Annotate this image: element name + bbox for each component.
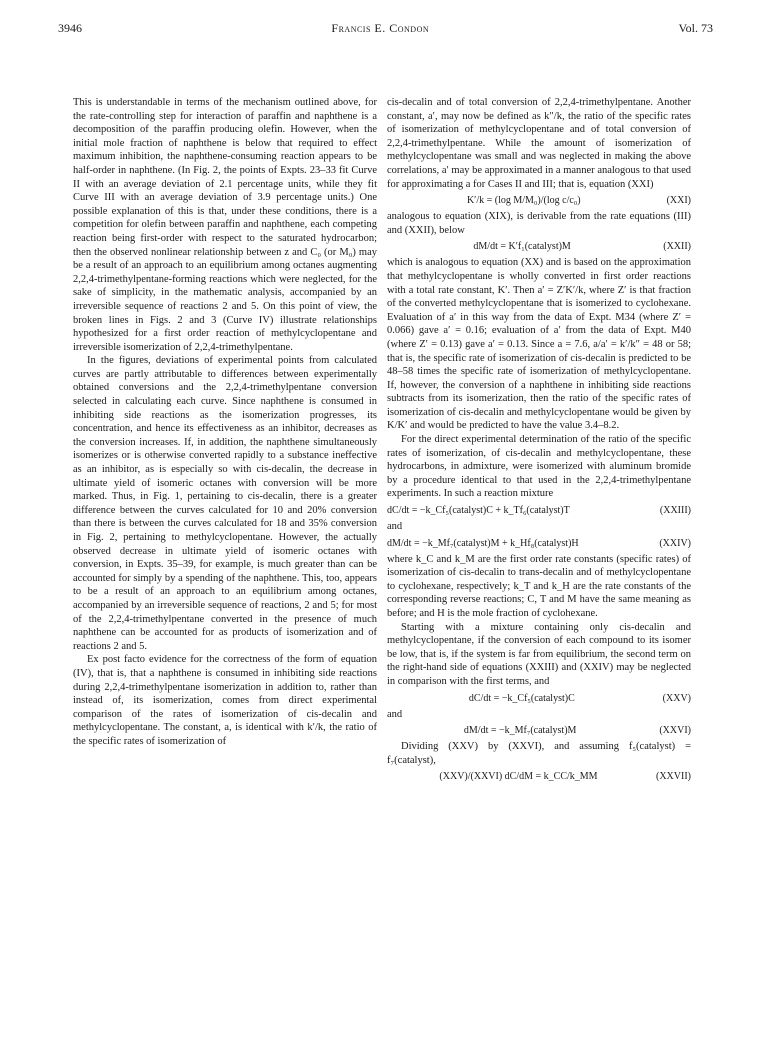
right-column bbox=[387, 96, 691, 786]
paragraph: This is understandable in terms of the mechanism outlined above, for the rate-controlling step for interaction of paraffin and naphthene is a decomposition of the paraffin producing olefin. However, when the initial mole fraction of naphthene is below that required to effect maximum inhibition, the naphthene-consuming reaction appears to be half-order in naphthene. (In Fig. 2, the points of Expts. 23–33 fit Curve II with an average deviation of 2.1 percentage units, while they fit Curve III with an average deviation of 3.9 percentage units.) One possible explanation of this is that, under these conditions, there is a competition for olefin between paraffin and naphthene, each competing reaction being first-order with respect to the saturated hydrocarbon; then the observed nonlinear relationship between z and C₀ (or M₀) may be a result of an approach to an equilibrium among octanes augmenting 2,2,4-trimethylpentane-forming reactions which were neglected, for the sake of simplicity, in the mathematic analysis, accompanied by an irreversible sequence of reactions 2 and 5. On this point of view, the broken lines in Figs. 2 and 3 (Curve IV) illustrate relationships hypothesized for a first order reaction of methylcyclopentane and irreversible isomerization of 2,2,4-trimethylpentane. bbox=[73, 97, 377, 353]
equation-number: (XXI) bbox=[666, 195, 691, 207]
paragraph: Dividing (XXV) by (XXVI), and assuming f₅(catalyst) = f₇(catalyst), bbox=[387, 741, 691, 766]
paragraph: where k_C and k_M are the first order rate constants (specific rates) of isomerization of cis-decalin to trans-decalin and of methylcyclopentane to cyclohexane, respectively; k_T and k_H are the rate constants of the corresponding reverse reactions; C, T and M have the same meaning as before; and H is the mole fraction of cyclohexane. bbox=[387, 553, 691, 619]
equation-number: (XXV) bbox=[662, 692, 691, 704]
equation-number: (XXIV) bbox=[659, 537, 691, 549]
equation-xxv bbox=[387, 692, 691, 705]
equation-xxiv bbox=[387, 537, 691, 550]
equation-xxi bbox=[387, 194, 691, 207]
running-title: Francis E. Condon bbox=[331, 20, 430, 35]
volume-label: Vol. 73 bbox=[678, 20, 713, 35]
equation-number: (XXVI) bbox=[659, 725, 691, 737]
equation-xxvi bbox=[387, 724, 691, 737]
paragraph: In the figures, deviations of experimental points from calculated curves are partly attributable to differences between experimentally obtained conversions and the 2,2,4-trimethylpentane conversion selected in calculating each curve. Since naphthene is consumed in inhibiting side reactions as the isomerization progresses, its concentration, and hence its effectiveness as an inhibitor, decreases as the conversion increases. If, in addition, the naphthene simultaneously isomerizes or is otherwise converted rapidly to a substance ineffective as an inhibitor, as is especially so with cis-decalin, the decrease in ultimate yield of isomeric octanes with conversion will be more marked. Thus, in Fig. 1, pertaining to cis-decalin, there is a greater difference between the curves calculated for 10 and 20% conversion than there is between the curves calculated for 18 and 35% conversion in Fig. 2, pertaining to methylcyclopentane. However, the actually observed decrease in ultimate yield of isomeric octanes with conversion, in Expts. 35–39, for example, is much greater than can be accounted for simply by a spending of the naphthene. This, too, appears to be a result of an approach to an equilibrium among octanes, accompanied by an irreversible sequence of reactions, 2 and 5; for most of the 2,2,4-trimethylpentane converted in the presence of much naphthene can be accounted for as products of isomerization and of reactions 2 and 5. bbox=[73, 355, 377, 652]
equation-formula: (XXV)/(XXVI) dC/dM = k_CC/k_MM bbox=[439, 771, 598, 783]
left-column bbox=[73, 96, 377, 749]
equation-xxiii bbox=[387, 504, 691, 517]
equation-xxvii bbox=[387, 770, 691, 783]
equation-formula: dM/dt = K′f₁(catalyst)M bbox=[473, 241, 571, 253]
paragraph: analogous to equation (XIX), is derivable from the rate equations (III) and (XXII), below bbox=[387, 211, 691, 236]
equation-formula: dM/dt = −k_Mf₇(catalyst)M bbox=[463, 725, 577, 737]
conjunction-and: and bbox=[387, 521, 403, 533]
paragraph: cis-decalin and of total conversion of 2,2,4-trimethylpentane. Another constant, a′, may now be defined as k″/k, the ratio of the specific rates of isomerization of methylcyclopentane and of total conversion of 2,2,4-trimethylpentane. While the amount of isomerization of methylcyclopentane was small and was neglected in making the above correlations, a′ may be approximated in a manner analogous to that used for approximating a for Cases II and III; that is, equation (XXI) bbox=[387, 97, 691, 190]
running-header bbox=[58, 20, 713, 36]
conjunction-and: and bbox=[387, 708, 403, 720]
page-number: 3946 bbox=[58, 20, 82, 35]
equation-number: (XXII) bbox=[663, 241, 691, 253]
equation-number: (XXIII) bbox=[659, 505, 691, 517]
equation-number: (XXVII) bbox=[656, 771, 691, 783]
equation-formula: dC/dt = −k_Cf₅(catalyst)C bbox=[468, 692, 575, 704]
paragraph: For the direct experimental determination of the ratio of the specific rates of isomerization, of cis-decalin and methylcyclopentane, these hydrocarbons, in admixture, were isomerized with aluminum bromide by a procedure identical to that used in the 2,2,4-trimethylpentane experiments. In such a reaction mixture bbox=[387, 434, 691, 500]
equation-formula: dM/dt = −k_Mf₇(catalyst)M + k_Hf₈(catalyst)H bbox=[387, 537, 579, 549]
paragraph: which is analogous to equation (XX) and is based on the approximation that methylcyclopentane is wholly converted in first order reactions with a total rate constant, K′. Then a′ = Z′K′/k, where Z′ is that fraction of the converted methylcyclopentane that is isomerized to cyclohexane. Evaluation of a′ in this way from the data of Expt. M34 (where Z′ = 0.066) gave a′ = 0.16; evaluation of a′ from the data of Expt. M40 (where Z′ = 0.13) gave a′ = 0.13. Since a = 7.6, a/a′ = k′/k″ = 48 or 58; that is, the specific rate of isomerization of cis-decalin is predicted to be 48–58 times the specific rate of isomerization of methylcyclopentane. If, however, the conversion of a naphthene in inhibiting side reactions subtracts from its isomerization, then the ratio of the specific rates of isomerization of cis-decalin and methylcyclopentane would be given by K/K′ and would be predicted to have the value 3.4–8.2. bbox=[387, 257, 691, 432]
equation-formula: dC/dt = −k_Cf₅(catalyst)C + k_Tf₆(catalyst)T bbox=[387, 505, 570, 517]
paragraph: Ex post facto evidence for the correctness of the form of equation (IV), that is, that a naphthene is consumed in inhibiting side reactions during 2,2,4-trimethylpentane isomerization in addition to, rather than instead of, its isomerization, comes from direct experimental comparison of the rates of isomerization of cis-decalin and methylcyclopentane. The constant, a, is identical with k′/k, the ratio of the specific rates of isomerization of bbox=[73, 654, 377, 747]
equation-xxii bbox=[387, 240, 691, 253]
equation-formula: K′/k = (log M/M₀)/(log c/c₀) bbox=[466, 195, 581, 207]
paragraph: Starting with a mixture containing only cis-decalin and methylcyclopentane, if the conversion of each compound to its isomer be low, that is, if the system is far from equilibrium, the second term on the right-hand side of equations (XXIII) and (XXIV) may be neglected in comparison with the first terms, and bbox=[387, 621, 691, 687]
